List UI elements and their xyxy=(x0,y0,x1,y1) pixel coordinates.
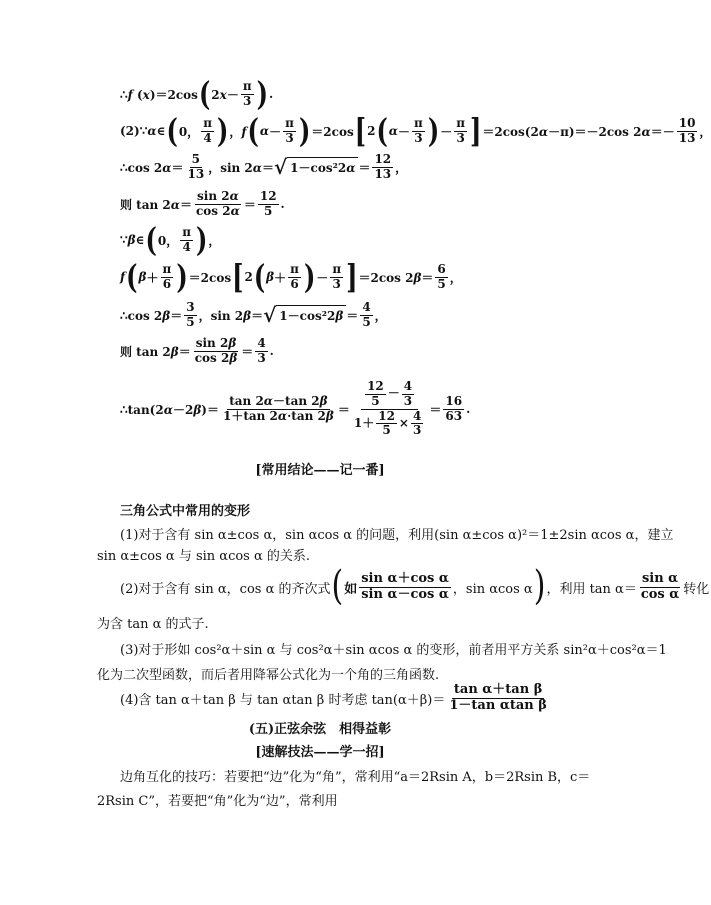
paragraph-2b: 为含 tan α 的式子. xyxy=(97,617,209,632)
solution-line-8: 则 tan 2β＝ $\frac{\sin 2\beta}{\cos 2\beta}$ ＝ $\frac{4}{3}$ . xyxy=(120,336,274,365)
paragraph-4 xyxy=(120,683,551,714)
subtitle: 三角公式中常用的变形 xyxy=(120,504,251,519)
tan-sum-fraction xyxy=(447,683,549,714)
p2a-ru: 如 xyxy=(344,581,358,597)
paragraph-1b: sin α±cos α 与 sin αcos α 的关系. xyxy=(97,549,311,564)
solution-line-1: ∴f (x)＝2cos ( 2x－ $\frac{\pi}{3}$ ) . xyxy=(120,74,274,114)
solution-line-2: (2)∵α∈ ( 0， $\frac{\pi}{4}$ ) ，f ( α － $\frac{\pi}{3}$ ) ＝2cos [ 2 ( α － $\frac{\pi}{3}$ ) － $\frac{\pi}{3}$ ] ＝2cos(2α－π)＝－2cos 2α＝－ $\frac{10}{13}$ ， xyxy=(120,111,711,151)
p2a-post: ，利用 tan α＝ xyxy=(546,581,637,597)
p2a-frac-den: sin α－cos α xyxy=(361,586,449,602)
p2a-pre: (2)对于含有 sin α，cos α 的齐次式 xyxy=(120,581,331,597)
paragraph-1a: (1)对于含有 sin α±cos α，sin αcos α 的问题，利用(sin α±cos α)²＝1±2sin αcos α，建立 xyxy=(120,528,674,543)
paragraph-5a: 边角互化的技巧：若要把“边”化为“角”，常利用“a＝2Rsin A，b＝2Rsin B，c＝ xyxy=(120,770,591,785)
paragraph-3b: 化为二次型函数，而后者用降幂公式化为一个角的三角函数. xyxy=(97,668,440,683)
tan-frac-den: cos α xyxy=(640,586,680,602)
solution-line-4: 则 tan 2α＝ $\frac{\sin 2\alpha}{\cos 2\alpha}$ ＝ $\frac{12}{5}$ . xyxy=(120,189,285,218)
tan-frac-num: sin α xyxy=(641,571,679,586)
section-5-title: (五)正弦余弦 相得益彰 xyxy=(248,722,392,737)
solution-line-5: ∵β∈ ( 0， $\frac{\pi}{4}$ ) ， xyxy=(120,220,221,260)
paragraph-2a: (2)对于含有 sin α，cos α 的齐次式 ( 如 $\frac{\text{sin α＋cos α}}{\text{sin α－cos α}}$ ，sin αcos α ) ，利用 tan α＝ $\frac{\text{sin α}}{\text{cos α}}$ 转化 xyxy=(120,563,710,611)
paragraph-3a: (3)对于形如 cos²α＋sin α 与 cos²α＋sin αcos α 的变形，前者用平方关系 sin²α＋cos²α＝1 xyxy=(120,643,667,658)
tan-sum-den: 1－tan αtan β xyxy=(449,697,547,713)
p2a-end: 转化 xyxy=(683,581,710,597)
tan-sum-num: tan α＋tan β xyxy=(453,682,543,697)
paragraph-5b: 2Rsin C”，若要把“角”化为“边”，常利用 xyxy=(97,794,338,809)
section-header: [常用结论——记一番] xyxy=(255,463,385,478)
p4-pre: (4)含 tan α＋tan β 与 tan αtan β 时考虑 tan(α＋β)＝ xyxy=(120,692,446,708)
section-5-subtitle: [速解技法——学一招] xyxy=(255,745,385,760)
tan-fraction xyxy=(639,572,681,603)
p2a-fraction xyxy=(359,572,451,603)
solution-line-9: ∴tan(2α－2β)＝ $\frac{\tan 2\alpha-\tan 2\beta}{1+\tan 2\alpha\cdot\tan 2\beta}$ ＝ $\frac{12}{5}$ － $\frac{4}{3}$ 1＋ $\frac{12}{5}$ × $\frac{4}{3}$ ＝ $\frac{16}{63}$ . xyxy=(120,379,471,438)
solution-line-3: ∴cos 2α＝ $\frac{5}{13}$ ，sin 2α＝ √ 1－cos²2α ＝ $\frac{12}{13}$ ， xyxy=(120,152,408,181)
solution-line-6: f ( β ＋ $\frac{\pi}{6}$ ) ＝2cos [ 2 ( β ＋ $\frac{\pi}{6}$ ) － $\frac{\pi}{3}$ ] ＝2cos 2β＝ $\frac{6}{5}$ ， xyxy=(120,257,462,297)
p2a-mid: ，sin αcos α xyxy=(452,581,533,597)
p2a-frac-num: sin α＋cos α xyxy=(361,571,449,586)
solution-line-7: ∴cos 2β＝ $\frac{3}{5}$ ，sin 2β＝ √ 1－cos²2β ＝ $\frac{4}{5}$ ， xyxy=(120,300,387,329)
